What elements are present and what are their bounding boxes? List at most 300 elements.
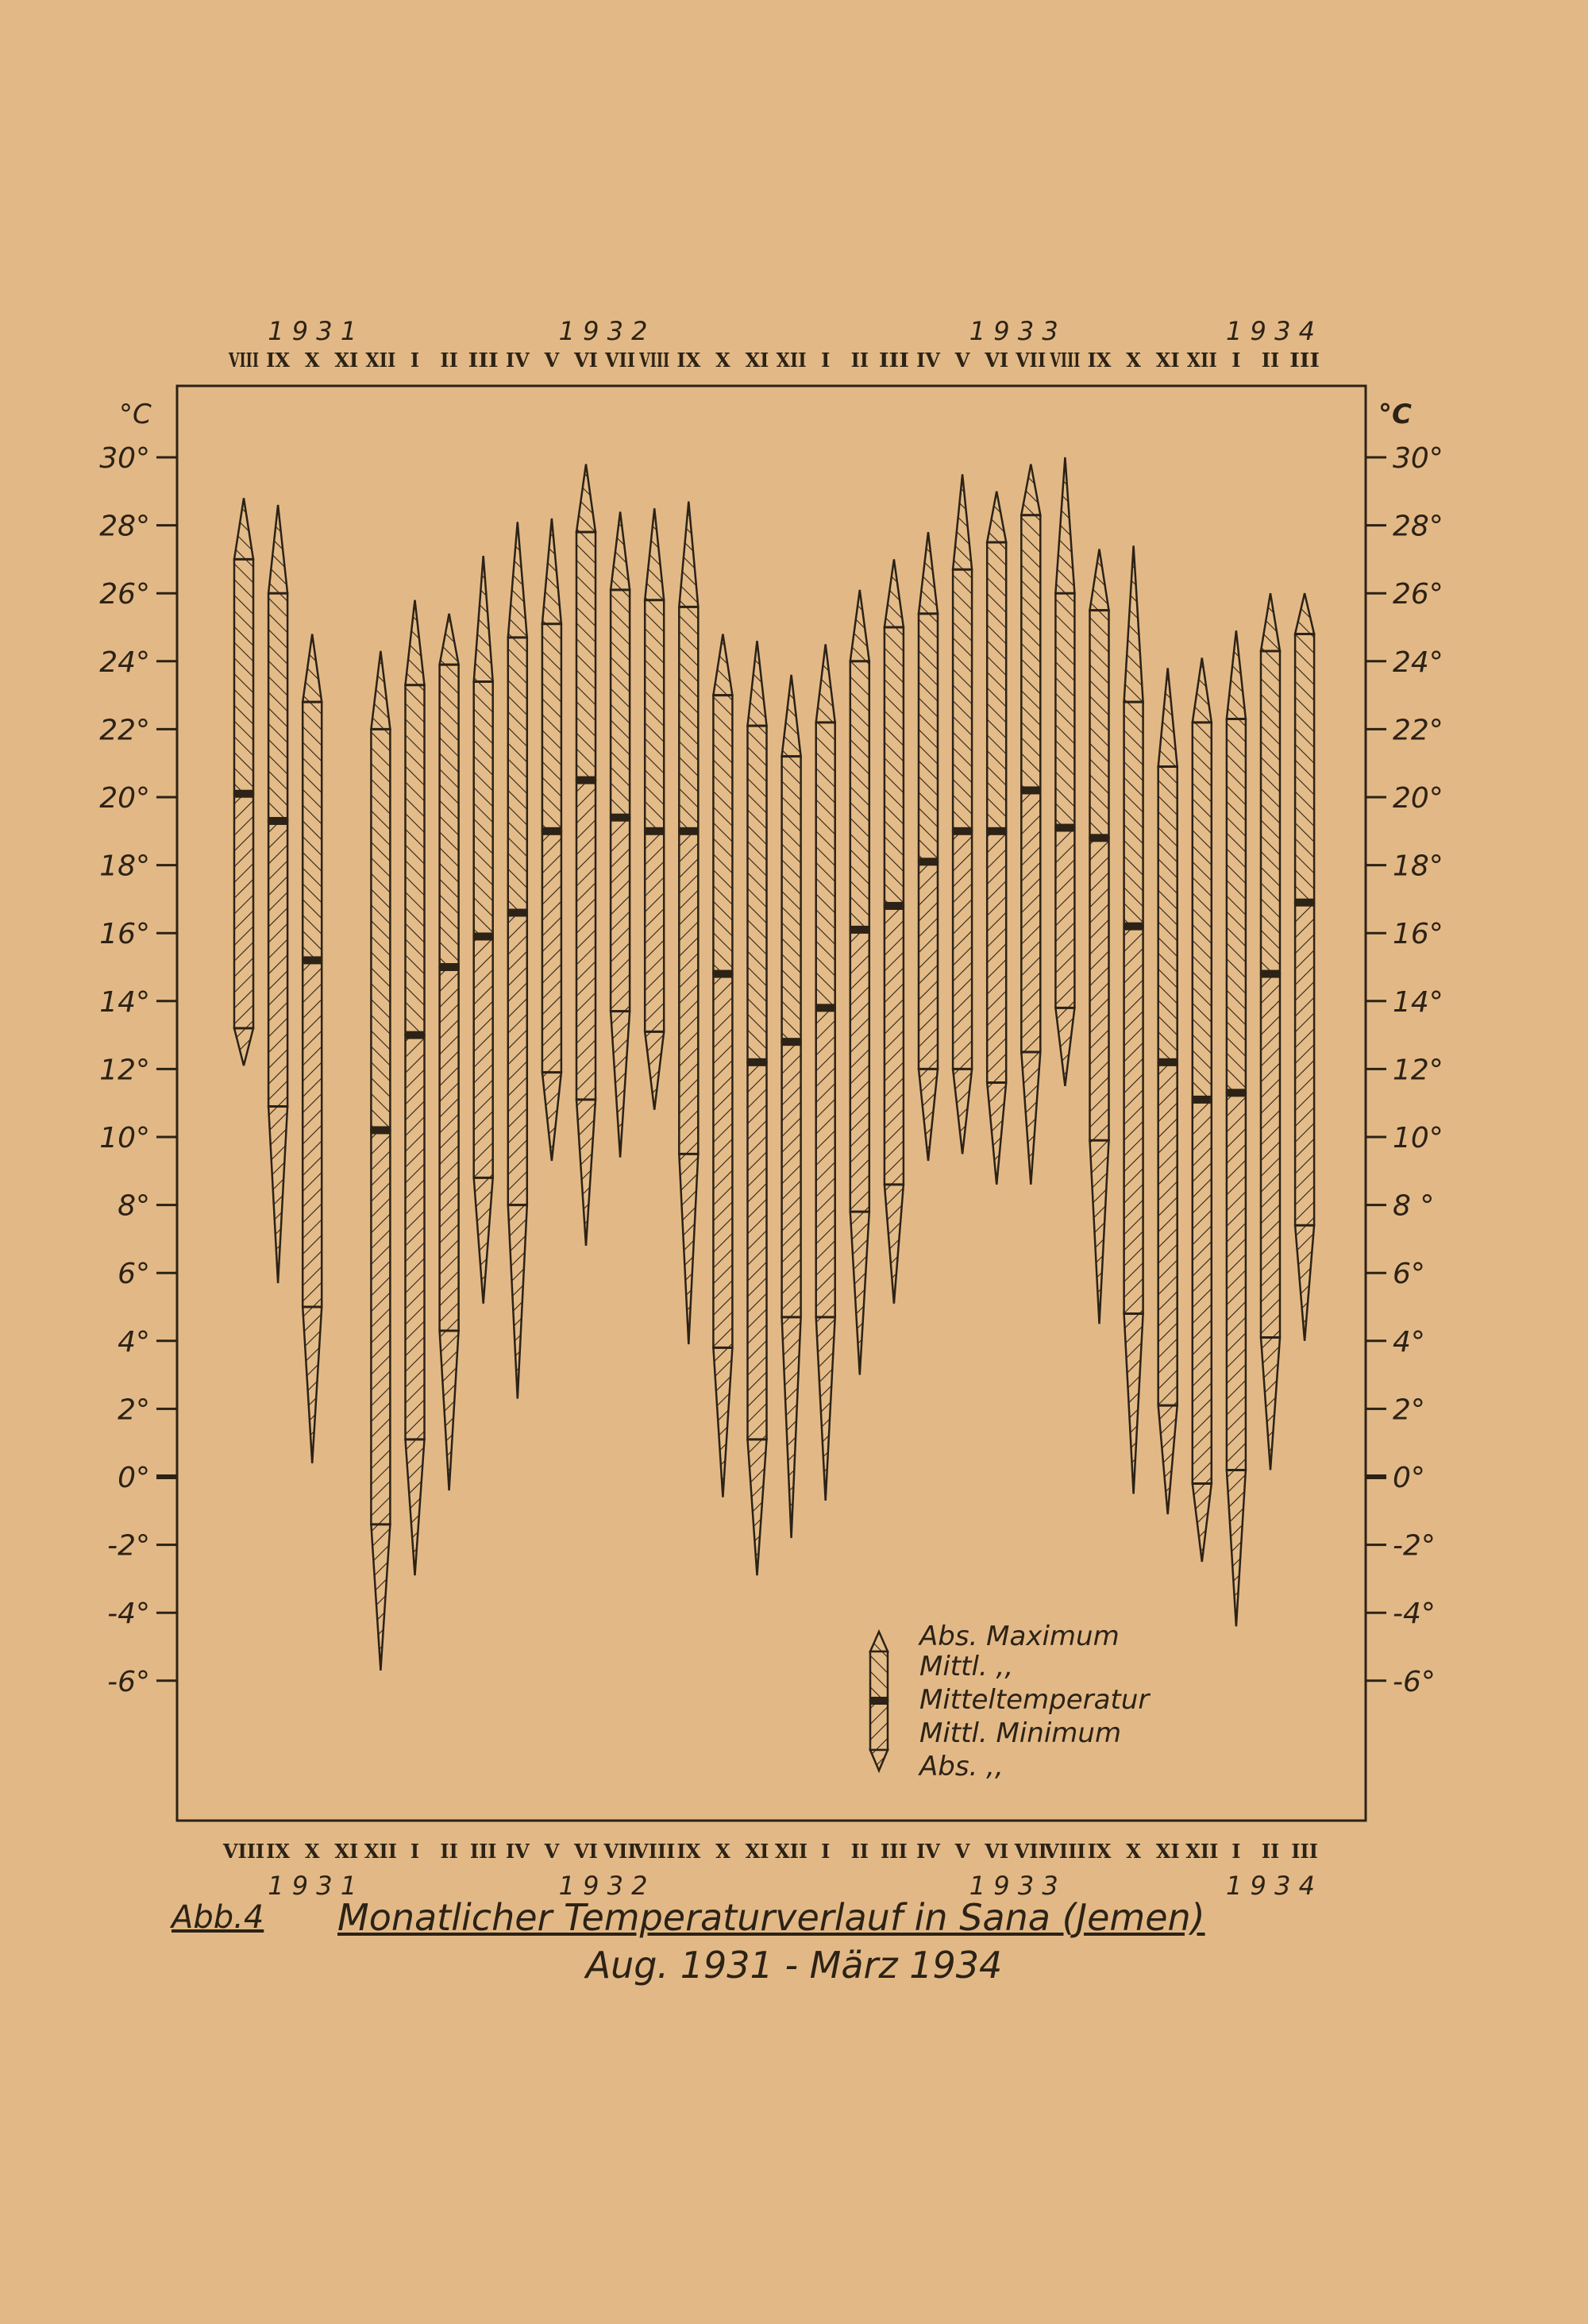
abs-min-spike xyxy=(1090,1140,1109,1324)
mean-marker xyxy=(815,1004,836,1012)
month-label-bottom: VI xyxy=(574,1840,598,1863)
month-label-top: VIII xyxy=(638,349,670,372)
upper-body xyxy=(782,757,801,1043)
figure-label: Abb.4 xyxy=(172,1899,264,1936)
upper-body xyxy=(679,607,698,831)
mean-marker xyxy=(884,902,904,910)
month-label-bottom: XI xyxy=(745,1840,769,1863)
temp-bar xyxy=(815,644,836,1501)
mean-marker xyxy=(302,956,322,964)
upper-body xyxy=(713,696,732,974)
month-label-top: XI xyxy=(745,349,769,372)
mean-marker xyxy=(1089,834,1110,842)
abs-max-spike xyxy=(371,651,390,729)
month-label-top: VII xyxy=(1015,349,1046,372)
legend-entry: Mittl. Minimum xyxy=(919,1717,1122,1749)
upper-body xyxy=(440,665,459,967)
y-tick-label-left: -4° xyxy=(107,1598,150,1631)
month-label-bottom: IX xyxy=(266,1840,291,1863)
month-label-bottom: XII xyxy=(775,1840,808,1863)
y-tick-label-right: -6° xyxy=(1393,1665,1436,1698)
lower-body xyxy=(1193,1100,1212,1484)
y-tick-label-right: 2° xyxy=(1393,1393,1425,1427)
abs-min-spike xyxy=(748,1439,767,1575)
temp-bar xyxy=(678,502,699,1344)
month-label-bottom: II xyxy=(1261,1840,1280,1863)
mean-marker xyxy=(678,827,699,835)
legend-entry: Mitteltemperatur xyxy=(919,1684,1150,1716)
month-label-top: X xyxy=(715,349,730,372)
lower-body xyxy=(679,831,698,1154)
mean-marker xyxy=(1054,824,1075,832)
upper-body xyxy=(1261,651,1280,974)
lower-body xyxy=(1124,927,1143,1314)
mean-marker xyxy=(781,1038,802,1046)
month-label-bottom: III xyxy=(881,1840,908,1863)
abs-min-spike xyxy=(782,1317,801,1538)
month-label-bottom: X xyxy=(715,1840,730,1863)
abs-max-spike xyxy=(953,474,972,569)
temp-bar xyxy=(850,590,870,1375)
year-label-top: 1 9 3 1 xyxy=(268,316,357,346)
abs-max-spike xyxy=(1295,593,1314,634)
lower-body xyxy=(1295,903,1314,1226)
month-label-top: II xyxy=(1261,349,1280,372)
month-label-bottom: XI xyxy=(1155,1840,1180,1863)
temp-bar xyxy=(370,651,391,1671)
mean-marker xyxy=(405,1031,426,1039)
abs-min-spike xyxy=(1295,1225,1314,1341)
month-label-bottom: IV xyxy=(505,1840,530,1863)
y-tick-label-left: 20° xyxy=(99,782,150,815)
y-tick-label-right: 6° xyxy=(1393,1258,1425,1291)
month-label-top: I xyxy=(410,349,420,372)
abs-max-spike xyxy=(645,508,664,600)
temp-bar xyxy=(1294,593,1315,1341)
legend-mean-min-symbol xyxy=(870,1701,888,1750)
mean-marker xyxy=(1020,786,1041,794)
month-label-bottom: V xyxy=(544,1840,560,1863)
legend-entry: Abs. Maximum xyxy=(919,1621,1120,1652)
year-label-bottom: 1 9 3 1 xyxy=(268,1871,357,1901)
month-label-top: II xyxy=(850,349,869,372)
temp-bar xyxy=(747,641,768,1575)
y-tick-label-left: 16° xyxy=(99,918,150,951)
month-label-bottom: I xyxy=(821,1840,831,1863)
mean-marker xyxy=(268,817,288,825)
lower-body xyxy=(1158,1062,1178,1405)
y-tick-label-right: -4° xyxy=(1393,1598,1436,1631)
abs-min-spike xyxy=(1227,1470,1246,1626)
y-tick-label-left: 28° xyxy=(99,510,150,543)
figure-title: Monatlicher Temperaturverlauf in Sana (Jemen) xyxy=(337,1896,1205,1939)
abs-min-spike xyxy=(1193,1484,1212,1562)
plot-frame xyxy=(177,386,1366,1821)
upper-body xyxy=(919,614,938,861)
abs-min-spike xyxy=(268,1106,287,1283)
temp-bar xyxy=(712,634,733,1497)
month-label-top: V xyxy=(544,349,560,372)
temp-bar xyxy=(644,508,665,1110)
y-tick-label-left: 18° xyxy=(99,850,150,883)
month-label-top: X xyxy=(304,349,320,372)
month-label-bottom: V xyxy=(954,1840,970,1863)
abs-max-spike xyxy=(850,590,869,661)
y-tick-label-right: 18° xyxy=(1393,850,1443,883)
temp-bar xyxy=(1020,464,1041,1185)
month-label-bottom: VI xyxy=(985,1840,1009,1863)
upper-body xyxy=(303,702,322,960)
lower-body xyxy=(474,936,493,1177)
upper-body xyxy=(1158,766,1178,1062)
abs-min-spike xyxy=(919,1069,938,1161)
y-tick-label-right: 16° xyxy=(1393,918,1443,951)
month-label-bottom: II xyxy=(440,1840,458,1863)
lower-body xyxy=(1055,828,1074,1008)
lower-body xyxy=(406,1035,425,1439)
temp-bar xyxy=(1054,457,1075,1086)
upper-body xyxy=(1227,719,1246,1093)
abs-min-spike xyxy=(850,1212,869,1374)
month-label-top: IX xyxy=(1087,349,1112,372)
month-label-bottom: VIII xyxy=(634,1840,676,1863)
month-label-bottom: VIII xyxy=(222,1840,265,1863)
temp-bar xyxy=(507,522,528,1398)
upper-body xyxy=(576,532,596,780)
month-label-bottom: VII xyxy=(1014,1840,1047,1863)
month-label-bottom: XI xyxy=(334,1840,359,1863)
abs-max-spike xyxy=(1124,545,1143,702)
month-label-top: IV xyxy=(505,349,530,372)
month-label-bottom: I xyxy=(410,1840,420,1863)
upper-body xyxy=(885,627,904,906)
abs-max-spike xyxy=(611,511,630,589)
mean-marker xyxy=(610,814,630,822)
y-tick-label-left: 30° xyxy=(99,442,150,475)
upper-body xyxy=(748,726,767,1062)
year-label-top: 1 9 3 2 xyxy=(558,316,648,346)
y-tick-label-right: 14° xyxy=(1393,985,1443,1019)
abs-max-spike xyxy=(987,491,1006,542)
month-label-top: III xyxy=(468,349,499,372)
y-tick-label-right: 20° xyxy=(1393,782,1443,815)
upper-body xyxy=(850,661,869,930)
month-label-bottom: III xyxy=(1291,1840,1318,1863)
mean-marker xyxy=(576,777,596,784)
lower-body xyxy=(816,1008,835,1316)
upper-body xyxy=(406,685,425,1035)
abs-min-spike xyxy=(542,1073,561,1161)
abs-max-spike xyxy=(713,634,732,696)
upper-body xyxy=(1055,593,1074,827)
abs-min-spike xyxy=(1021,1052,1040,1185)
upper-body xyxy=(1124,702,1143,926)
legend-entry: Mittl. ,, xyxy=(919,1651,1014,1682)
lower-body xyxy=(987,831,1006,1083)
legend-entry: Abs. ,, xyxy=(919,1751,1004,1783)
abs-min-spike xyxy=(679,1154,698,1344)
lower-body xyxy=(850,930,869,1212)
lower-body xyxy=(371,1130,390,1524)
month-label-top: XII xyxy=(1186,349,1217,372)
upper-body xyxy=(508,638,527,913)
abs-max-spike xyxy=(1090,549,1109,611)
mean-marker xyxy=(1260,970,1281,978)
y-tick-label-left: -2° xyxy=(107,1529,150,1563)
abs-max-spike xyxy=(679,502,698,607)
abs-min-spike xyxy=(611,1012,630,1158)
abs-max-spike xyxy=(508,522,527,638)
lower-body xyxy=(748,1062,767,1439)
month-label-top: I xyxy=(821,349,831,372)
lower-body xyxy=(268,821,287,1107)
mean-marker xyxy=(747,1058,768,1066)
abs-max-spike xyxy=(406,600,425,685)
month-label-top: XI xyxy=(334,349,359,372)
month-label-top: II xyxy=(440,349,458,372)
mean-marker xyxy=(644,827,665,835)
y-tick-label-right: 12° xyxy=(1393,1054,1443,1087)
year-label-top: 1 9 3 4 xyxy=(1226,316,1315,346)
year-label-top: 1 9 3 3 xyxy=(969,316,1058,346)
month-label-top: VI xyxy=(985,349,1009,372)
year-label-bottom: 1 9 3 4 xyxy=(1226,1871,1315,1901)
month-label-bottom: X xyxy=(304,1840,320,1863)
abs-max-spike xyxy=(1193,658,1212,723)
temp-bar xyxy=(439,614,460,1490)
upper-body xyxy=(645,600,664,831)
abs-min-spike xyxy=(713,1347,732,1497)
upper-body xyxy=(1090,611,1109,838)
temp-bar xyxy=(918,532,939,1161)
upper-body xyxy=(234,559,253,793)
mean-marker xyxy=(952,827,973,835)
lower-body xyxy=(1090,838,1109,1140)
month-label-bottom: IX xyxy=(1087,1840,1112,1863)
upper-body xyxy=(371,729,390,1130)
abs-max-spike xyxy=(816,644,835,722)
abs-min-spike xyxy=(1055,1008,1074,1085)
abs-min-spike xyxy=(474,1177,493,1303)
year-label-bottom: 1 9 3 2 xyxy=(558,1871,648,1901)
abs-min-spike xyxy=(371,1524,390,1671)
abs-max-spike xyxy=(885,559,904,627)
y-tick-label-left: 8° xyxy=(118,1189,150,1223)
lower-body xyxy=(234,794,253,1028)
legend-abs-max-symbol xyxy=(870,1632,888,1651)
y-axis-unit-right: °C xyxy=(1378,399,1412,430)
month-label-bottom: VII xyxy=(603,1840,637,1863)
abs-min-spike xyxy=(406,1439,425,1575)
mean-marker xyxy=(439,963,460,971)
lower-body xyxy=(1021,790,1040,1052)
abs-min-spike xyxy=(1261,1338,1280,1470)
lower-body xyxy=(885,906,904,1185)
lower-body xyxy=(611,818,630,1012)
y-tick-label-right: 26° xyxy=(1393,578,1443,611)
abs-min-spike xyxy=(885,1185,904,1304)
y-tick-label-left: 24° xyxy=(99,646,150,679)
figure-subtitle: Aug. 1931 - März 1934 xyxy=(585,1944,1003,1987)
upper-body xyxy=(474,681,493,936)
y-tick-label-right: 24° xyxy=(1393,646,1443,679)
upper-body xyxy=(1021,515,1040,791)
abs-min-spike xyxy=(645,1031,664,1109)
temp-bar xyxy=(1260,593,1281,1470)
month-label-top: V xyxy=(954,349,970,372)
abs-max-spike xyxy=(1055,457,1074,593)
mean-marker xyxy=(507,909,528,917)
abs-min-spike xyxy=(576,1100,596,1246)
abs-max-spike xyxy=(576,464,596,533)
lower-body xyxy=(645,831,664,1032)
upper-body xyxy=(542,624,561,831)
y-tick-label-right: -2° xyxy=(1393,1529,1436,1563)
temp-bar xyxy=(1124,545,1144,1493)
month-label-bottom: IX xyxy=(676,1840,701,1863)
month-label-top: XII xyxy=(776,349,807,372)
month-label-bottom: X xyxy=(1126,1840,1141,1863)
abs-max-spike xyxy=(782,675,801,757)
y-tick-label-right: 22° xyxy=(1393,714,1443,747)
year-label-bottom: 1 9 3 3 xyxy=(969,1871,1058,1901)
abs-max-spike xyxy=(1261,593,1280,651)
temp-bar xyxy=(1192,658,1212,1562)
y-tick-label-right: 0° xyxy=(1393,1462,1425,1494)
temp-bar xyxy=(884,559,904,1303)
month-label-bottom: IV xyxy=(916,1840,940,1863)
temp-bar xyxy=(1158,668,1178,1514)
month-label-top: VIII xyxy=(1049,349,1081,372)
abs-max-spike xyxy=(748,641,767,726)
mean-marker xyxy=(233,790,254,798)
abs-max-spike xyxy=(234,498,253,559)
abs-min-spike xyxy=(953,1069,972,1154)
y-tick-label-left: 4° xyxy=(118,1325,150,1359)
mean-marker xyxy=(542,827,562,835)
abs-min-spike xyxy=(440,1331,459,1490)
abs-max-spike xyxy=(1227,630,1246,719)
mean-marker xyxy=(1158,1058,1178,1066)
temp-bar xyxy=(952,474,973,1154)
legend-abs-min-symbol xyxy=(870,1750,888,1771)
month-label-top: III xyxy=(1289,349,1320,372)
y-tick-label-left: 12° xyxy=(99,1054,150,1087)
month-label-top: VII xyxy=(604,349,636,372)
abs-max-spike xyxy=(542,518,561,624)
temp-bar xyxy=(405,600,426,1575)
temp-bar xyxy=(233,498,254,1066)
upper-body xyxy=(987,542,1006,831)
abs-max-spike xyxy=(474,556,493,681)
temp-bar xyxy=(576,464,596,1246)
upper-body xyxy=(1193,723,1212,1100)
lower-body xyxy=(303,960,322,1307)
y-tick-label-left: 26° xyxy=(99,578,150,611)
month-label-bottom: XII xyxy=(1185,1840,1219,1863)
abs-max-spike xyxy=(268,505,287,593)
y-tick-label-right: 10° xyxy=(1393,1122,1443,1154)
abs-max-spike xyxy=(1158,668,1178,766)
temp-bar xyxy=(302,634,322,1463)
month-label-top: XI xyxy=(1155,349,1180,372)
y-tick-label-right: 4° xyxy=(1393,1325,1425,1359)
upper-body xyxy=(268,593,287,821)
month-label-top: VI xyxy=(574,349,598,372)
legend-mean-symbol xyxy=(869,1697,888,1705)
lower-body xyxy=(576,780,596,1100)
mean-marker xyxy=(918,858,939,865)
month-label-bottom: VIII xyxy=(1044,1840,1086,1863)
y-axis-unit-left: °C xyxy=(119,399,152,430)
abs-max-spike xyxy=(1021,464,1040,515)
mean-marker xyxy=(1294,899,1315,907)
month-label-bottom: I xyxy=(1231,1840,1241,1863)
temp-bar xyxy=(1089,549,1110,1324)
month-label-bottom: XII xyxy=(364,1840,397,1863)
abs-min-spike xyxy=(987,1083,1006,1185)
temp-bar xyxy=(268,505,288,1283)
y-tick-label-left: 14° xyxy=(99,985,150,1019)
y-tick-label-right: 28° xyxy=(1393,510,1443,543)
lower-body xyxy=(713,974,732,1348)
y-tick-label-right: 30° xyxy=(1393,442,1443,475)
lower-body xyxy=(542,831,561,1073)
y-tick-label-left: 2° xyxy=(118,1393,150,1427)
mean-marker xyxy=(1226,1089,1247,1096)
y-tick-label-left: 0° xyxy=(118,1462,150,1494)
month-label-bottom: III xyxy=(469,1840,497,1863)
y-tick-label-left: -6° xyxy=(107,1665,150,1698)
abs-min-spike xyxy=(1124,1314,1143,1494)
abs-min-spike xyxy=(816,1317,835,1501)
month-label-bottom: II xyxy=(850,1840,869,1863)
mean-marker xyxy=(1124,923,1144,931)
upper-body xyxy=(611,590,630,818)
month-label-top: IV xyxy=(916,349,940,372)
mean-marker xyxy=(370,1126,391,1134)
temp-bar xyxy=(1226,630,1247,1626)
y-tick-label-left: 10° xyxy=(99,1122,150,1154)
mean-marker xyxy=(850,926,870,934)
lower-body xyxy=(1261,974,1280,1338)
temp-bar xyxy=(473,556,494,1304)
month-label-top: X xyxy=(1126,349,1141,372)
temp-bar xyxy=(781,675,802,1538)
upper-body xyxy=(1295,634,1314,903)
temp-bar xyxy=(542,518,562,1161)
lower-body xyxy=(508,913,527,1205)
abs-min-spike xyxy=(508,1205,527,1399)
y-tick-label-right: 8 ° xyxy=(1393,1189,1435,1223)
month-label-top: III xyxy=(878,349,909,372)
y-tick-label-left: 6° xyxy=(118,1258,150,1291)
upper-body xyxy=(953,569,972,831)
upper-body xyxy=(816,723,835,1008)
temp-bar xyxy=(610,511,630,1157)
mean-marker xyxy=(473,932,494,940)
abs-min-spike xyxy=(1158,1405,1178,1514)
abs-max-spike xyxy=(919,532,938,614)
abs-max-spike xyxy=(303,634,322,703)
month-label-top: IX xyxy=(676,349,701,372)
temp-bar xyxy=(986,491,1007,1185)
lower-body xyxy=(1227,1093,1246,1470)
month-label-top: XII xyxy=(365,349,396,372)
lower-body xyxy=(953,831,972,1070)
month-label-top: VIII xyxy=(228,349,259,372)
lower-body xyxy=(919,861,938,1069)
